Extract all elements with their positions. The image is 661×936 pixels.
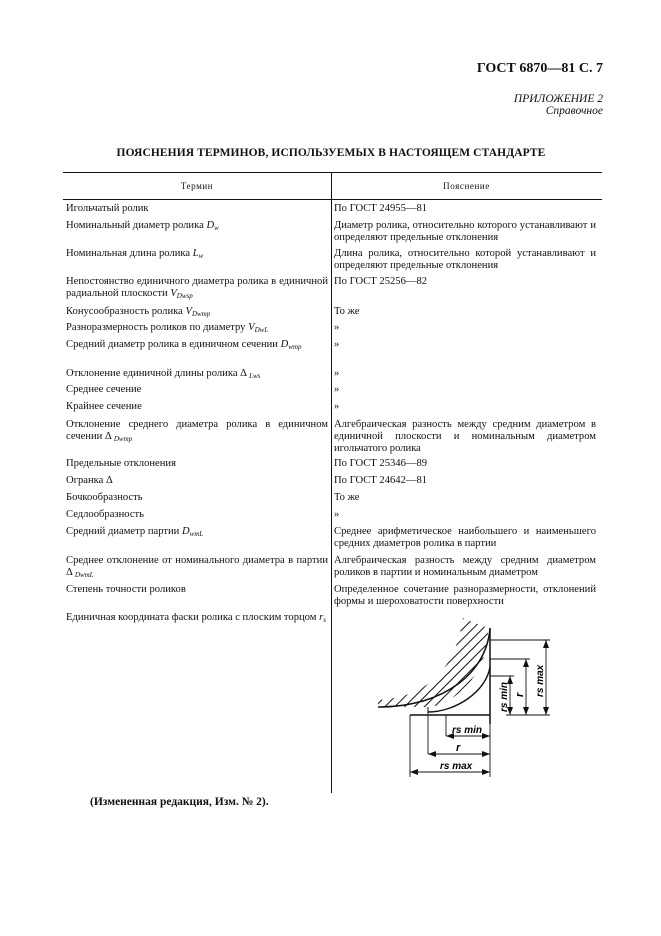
term-symbol-subscript: Lws [249,372,261,380]
amendment-note: (Измененная редакция, Изм. № 2). [90,796,269,808]
term-symbol-subscript: Dwmp [113,435,133,443]
explanation-cell: » [334,401,340,412]
table-top-rule [63,172,602,173]
term-cell [66,306,328,320]
term-cell [66,203,328,215]
explanation-cell: Алгебраическая разность между средним диаметром в единичной плоскости и номинальным диаметром игольчатого ролика [334,419,596,454]
term-symbol-subscript: w [198,252,204,260]
term-symbol: r [319,612,324,623]
page-header: ГОСТ 6870—81 С. 7 [476,61,603,76]
term-cell [66,368,328,382]
roller-body-hatching [378,618,488,707]
term-text: Непостоянство единичного диаметра ролика в единичной радиальной плоскости [66,276,328,299]
appendix-number: ПРИЛОЖЕНИЕ 2 [513,93,603,105]
term-text: Номинальный диаметр ролика [66,220,204,231]
term-cell [66,612,328,626]
explanation-cell: Диаметр ролика, относительно которого устанавливают и определяют предельные отклонения [334,220,596,243]
term-text: Конусообразность ролика [66,306,183,317]
appendix-kind: Справочное [545,105,603,117]
term-symbol: L [192,248,199,259]
term-symbol-subscript: wmp [288,343,302,351]
term-cell [66,220,328,234]
term-cell [66,384,328,396]
term-symbol-subscript: Dwmp [191,310,211,318]
term-symbol-subscript: s [323,616,326,624]
explanation-cell: Алгебраическая разность между средним диаметром роликов в партии и номинальным диаметром [334,555,596,578]
term-symbol-subscript: w [214,224,219,232]
explanation-cell: По ГОСТ 25346—89 [334,458,428,469]
column-header-term: Термин [180,181,214,191]
term-text: Седлообразность [66,509,144,520]
term-text: Крайнее сечение [66,401,142,412]
term-text: Номинальная длина ролика [66,248,191,259]
term-cell [66,458,328,470]
term-symbol-subscript: DwL [254,326,269,334]
term-cell [66,276,328,302]
label-rs-max-horizontal: rs max [440,761,473,772]
term-text: Среднее отклонение от номинального диаметра в партии Δ [66,555,328,578]
term-text: Отклонение единичной длины ролика Δ [66,368,247,379]
term-text: Бочкообразность [66,492,143,503]
term-symbol: V [185,306,192,317]
term-text: Разноразмерность роликов по диаметру [66,322,246,333]
term-text: Игольчатый ролик [66,203,149,214]
column-header-explanation: Пояснение [443,181,490,191]
explanation-cell: То же [334,492,360,503]
explanation-cell: По ГОСТ 24955—81 [334,203,428,214]
label-rs-max-vertical: rs max [535,664,546,697]
term-text: Средний диаметр ролика в единичном сечении [66,339,278,350]
term-symbol: D [280,339,289,350]
term-text: Степень точности роликов [66,584,186,595]
term-cell [66,401,328,413]
explanation-cell: » [334,368,340,379]
term-cell [66,339,328,353]
explanation-cell: » [334,339,340,350]
label-rs-min-horizontal: rs min [452,725,483,736]
term-symbol-subscript: DwmL [74,571,94,579]
term-symbol-subscript: Dwsp [176,292,193,300]
term-cell [66,555,328,581]
term-symbol: D [206,220,215,231]
term-cell [66,322,328,336]
explanation-cell: Среднее арифметическое наибольшего и наименьшего средних диаметров ролика в партии [334,526,596,549]
explanation-cell: » [334,322,340,333]
chamfer-diagram [370,612,600,782]
explanation-cell: Определенное сочетание разноразмерности, отклонений формы и шероховатости поверхности [334,584,596,607]
term-cell [66,509,328,521]
term-text: Единичная координата фаски ролика с плоским торцом [66,612,317,623]
term-symbol: D [182,526,190,537]
term-text: Огранка Δ [66,475,113,486]
term-symbol: V [170,288,177,299]
term-cell [66,492,328,504]
label-rs-min-vertical: rs min [499,681,510,712]
label-r-horizontal: r [456,742,461,754]
term-cell [66,584,328,596]
table-column-divider [331,172,332,793]
explanation-cell: По ГОСТ 24642—81 [334,475,428,486]
term-cell [66,248,328,262]
term-text: Предельные отклонения [66,458,176,469]
term-text: Средний диаметр партии [66,526,180,537]
table-header-rule [63,199,602,200]
appendix-label [380,93,603,117]
term-text: Отклонение среднего диаметра ролика в единичном сечении Δ [66,419,328,442]
term-cell [66,475,328,487]
term-symbol-subscript: wmL [189,530,204,538]
explanation-cell: Длина ролика, относительно которой устанавливают и определяют предельные отклонения [334,248,596,271]
term-symbol: V [248,322,255,333]
label-r-vertical: r [514,692,526,697]
explanation-cell: То же [334,306,360,317]
term-cell [66,526,328,540]
term-cell [66,419,328,445]
explanation-cell: » [334,384,340,395]
section-title: ПОЯСНЕНИЯ ТЕРМИНОВ, ИСПОЛЬЗУЕМЫХ В НАСТОЯЩЕМ СТАНДАРТЕ [116,147,546,159]
term-text: Среднее сечение [66,384,142,395]
explanation-cell: » [334,509,340,520]
explanation-cell: По ГОСТ 25256—82 [334,276,428,287]
